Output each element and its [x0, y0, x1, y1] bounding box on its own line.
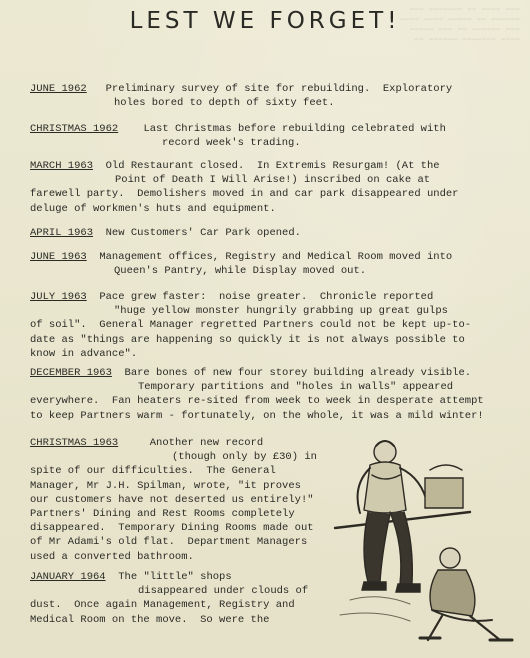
page-title: LEST WE FORGET! — [129, 8, 401, 34]
entry-text: spite of our difficulties. The General — [30, 465, 276, 478]
entry-july-1963 — [30, 290, 514, 361]
entry-text: our customers have not deserted us entirely!" — [30, 493, 314, 506]
entry-date: CHRISTMAS 1963 — [30, 437, 119, 449]
entry-text: disappeared. Temporary Dining Rooms made out — [30, 522, 314, 535]
entry-date: MARCH 1963 — [30, 160, 94, 172]
entry-date: JULY 1963 — [30, 291, 87, 303]
entry-june-1963 — [30, 250, 514, 278]
entry-date: JUNE 1962 — [30, 83, 87, 95]
entry-text: The "little" shops — [118, 571, 232, 583]
entry-text: Bare bones of new four storey building already visible. — [124, 367, 472, 379]
entry-text: dust. Once again Management, Registry and — [30, 599, 295, 612]
entry-date: APRIL 1963 — [30, 227, 94, 239]
entry-text: to keep Partners warm - fortunately, on the whole, it was a mild winter! — [30, 409, 484, 422]
entry-text: Point of Death I Will Arise!) inscribed on cake at — [115, 174, 431, 187]
entry-april-1963 — [30, 226, 514, 240]
entry-text: Last Christmas before rebuilding celebrated with — [143, 123, 446, 135]
entry-date: DECEMBER 1963 — [30, 367, 112, 379]
entry-text: holes bored to depth of sixty feet. — [114, 97, 335, 110]
entry-text: Another new record — [149, 437, 264, 449]
entry-text: Old Restaurant closed. In Extremis Resurgam! (At the — [105, 160, 440, 172]
entry-text: of soil". General Manager regretted Partners could not be kept up-to- — [30, 319, 472, 332]
entry-text: Manager, Mr J.H. Spilman, wrote, "it proves — [30, 479, 301, 492]
entry-text: (though only by £30) in — [172, 451, 317, 464]
entry-text: deluge of workmen's huts and equipment. — [30, 202, 276, 215]
entry-text: Partners' Dining and Rest Rooms completely — [30, 508, 295, 521]
entry-text: farewell party. Demolishers moved in and car park disappeared under — [30, 188, 459, 201]
entry-text: of Mr Adami's old flat. Department Managers — [30, 536, 308, 549]
entry-text: Pace grew faster: noise greater. Chronicle reported — [99, 291, 434, 303]
entry-december-1963 — [30, 366, 514, 423]
entry-christmas-1963 — [30, 436, 330, 564]
workmen-illustration — [330, 430, 520, 648]
entry-march-1963 — [30, 159, 514, 216]
entry-june-1962 — [30, 82, 514, 110]
entry-christmas-1962 — [30, 122, 514, 150]
entry-text: Management offices, Registry and Medical Room moved into — [99, 251, 453, 263]
entry-text: used a converted bathroom. — [30, 550, 194, 563]
entry-date: JUNE 1963 — [30, 251, 87, 263]
entry-date: JANUARY 1964 — [30, 571, 106, 583]
entry-date: CHRISTMAS 1962 — [30, 123, 119, 135]
show-through-text: ~~~ ~~~~ ~~ ~~~~~~~ ~~~ ~~~~~~ ~~ ~~~~~ ~~~~ ~~~~ ~~~ ~~~~~~ ~~ ~~~ ~~~~~ ~~~~ ~~~~~~~ ~~~~~~ ~~ — [399, 6, 520, 45]
entry-text: Queen's Pantry, while Display moved out. — [114, 265, 367, 278]
entry-text: New Customers' Car Park opened. — [105, 227, 301, 239]
entry-text: disappeared under clouds of — [138, 585, 309, 598]
entry-text: Preliminary survey of site for rebuilding. Exploratory — [105, 83, 453, 95]
entry-text: Medical Room on the move. So were the — [30, 613, 270, 626]
entry-january-1964 — [30, 570, 330, 627]
entry-text: record week's trading. — [162, 137, 301, 150]
entry-text: date as "things are happening so quickly it is not always possible to — [30, 333, 465, 346]
entry-text: "huge yellow monster hungrily grabbing up great gulps — [114, 305, 448, 318]
entry-text: Temporary partitions and "holes in walls" appeared — [138, 381, 454, 394]
entry-text: everywhere. Fan heaters re-sited from week to week in desperate attempt — [30, 395, 484, 408]
entry-text: know in advance". — [30, 347, 138, 360]
